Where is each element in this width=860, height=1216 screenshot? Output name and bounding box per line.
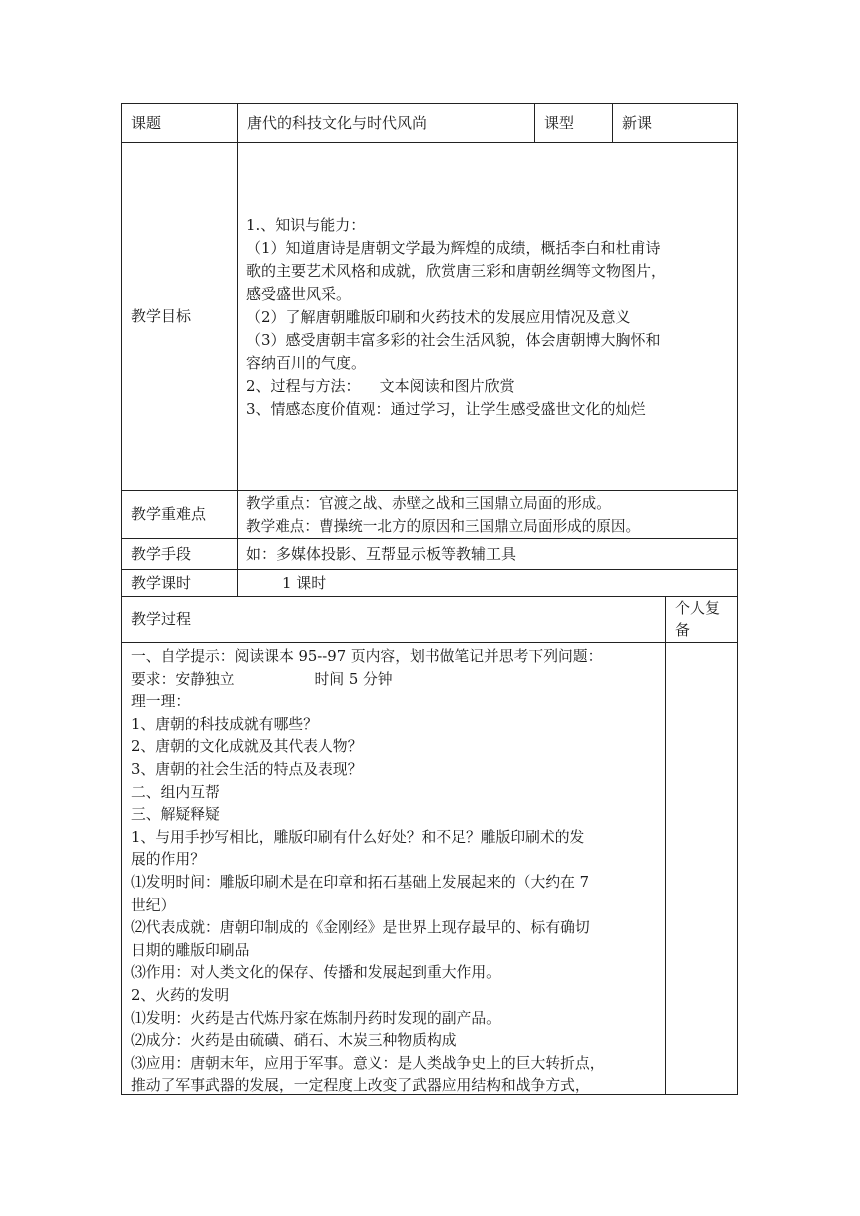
process-line: 1、唐朝的科技成就有哪些？ <box>131 715 318 733</box>
key-point-line: 教学难点：曹操统一北方的原因和三国鼎立局面形成的原因。 <box>246 518 641 535</box>
objectives-line: （2）了解唐朝雕版印刷和火药技术的发展应用情况及意义 <box>246 308 631 326</box>
type-label: 课型 <box>544 113 575 132</box>
objectives-line: 1.、知识与能力： <box>246 216 366 234</box>
objectives-line: 3、情感态度价值观：通过学习，让学生感受盛世文化的灿烂 <box>246 400 646 418</box>
process-line: ⑶作用：对人类文化的保存、传播和发展起到重大作用。 <box>131 964 501 982</box>
process-line: 一、自学提示：阅读课本 95--97 页内容，划书做笔记并思考下列问题： <box>131 648 603 665</box>
type-value: 新课 <box>622 113 653 132</box>
process-line: 要求：安静独立 时间 5 分钟 <box>131 670 393 688</box>
personal-review-label-line: 个人复 <box>675 599 721 617</box>
key-points-label: 教学重难点 <box>131 505 207 523</box>
process-line: 世纪） <box>131 896 176 914</box>
process-line: ⑵代表成就：唐朝印制成的《金刚经》是世界上现存最早的、标有确切 <box>131 919 590 937</box>
key-point-line: 教学重点：官渡之战、赤壁之战和三国鼎立局面的形成。 <box>246 495 611 512</box>
topic-value-cell <box>238 104 535 142</box>
objectives-line: 容纳百川的气度。 <box>246 354 367 372</box>
process-content-cell <box>122 643 666 1095</box>
personal-review-label-cell <box>666 597 737 642</box>
row-means <box>122 539 737 570</box>
topic-label-cell <box>122 104 238 142</box>
objectives-line: 感受盛世风采。 <box>246 285 352 303</box>
objectives-label: 教学目标 <box>131 307 192 325</box>
objectives-label-cell <box>122 143 238 490</box>
personal-review-content-cell <box>666 643 737 1095</box>
process-line: 三、解疑释疑 <box>131 806 220 824</box>
process-line: 展的作用？ <box>131 851 205 869</box>
hours-value-cell <box>238 570 737 596</box>
row-key-points <box>122 491 737 539</box>
objectives-line: （1）知道唐诗是唐朝文学最为辉煌的成绩，概括李白和杜甫诗 <box>246 239 661 257</box>
process-line: 2、唐朝的文化成就及其代表人物？ <box>131 738 363 756</box>
process-line: ⑵成分：火药是由硫磺、硝石、木炭三种物质构成 <box>131 1032 457 1050</box>
objectives-line: 2、过程与方法： 文本阅读和图片欣赏 <box>246 377 515 395</box>
process-line: ⑴发明时间：雕版印刷术是在印章和拓石基础上发展起来的（大约在 7 <box>131 873 590 891</box>
process-line: ⑶应用：唐朝末年，应用于军事。意义：是人类战争史上的巨大转折点， <box>131 1054 605 1072</box>
process-line: 二、组内互帮 <box>131 783 220 801</box>
means-value-cell <box>238 539 737 569</box>
lesson-plan-table <box>121 103 738 1095</box>
process-line: 日期的雕版印刷品 <box>131 941 250 959</box>
process-line: 3、唐朝的社会生活的特点及表现？ <box>131 760 363 778</box>
process-line: ⑴发明：火药是古代炼丹家在炼制丹药时发现的副产品。 <box>131 1009 501 1027</box>
process-line: 推动了军事武器的发展，一定程度上改变了武器应用结构和战争方式， <box>131 1077 590 1095</box>
row-topic <box>122 104 737 143</box>
row-process-header <box>122 597 737 643</box>
process-line: 2、火药的发明 <box>131 986 230 1004</box>
type-value-cell <box>613 104 737 142</box>
hours-label: 教学课时 <box>131 573 192 592</box>
hours-label-cell <box>122 570 238 596</box>
means-label-cell <box>122 539 238 569</box>
means-value: 如：多媒体投影、互帮显示板等教辅工具 <box>246 544 517 563</box>
process-line: 1、与用手抄写相比，雕版印刷有什么好处？和不足？雕版印刷术的发 <box>131 828 585 846</box>
personal-review-label-line: 备 <box>675 621 691 639</box>
process-label: 教学过程 <box>131 610 192 628</box>
row-process-body <box>122 643 737 1095</box>
objectives-content-cell <box>238 143 737 490</box>
key-points-label-cell <box>122 491 238 538</box>
process-line: 理一理： <box>131 693 191 711</box>
topic-value: 唐代的科技文化与时代风尚 <box>247 113 428 132</box>
objectives-line: 歌的主要艺术风格和成就，欣赏唐三彩和唐朝丝绸等文物图片， <box>246 262 667 280</box>
key-points-content-cell <box>238 491 737 538</box>
topic-label: 课题 <box>131 113 162 132</box>
row-objectives <box>122 143 737 491</box>
means-label: 教学手段 <box>131 544 192 563</box>
row-hours <box>122 570 737 597</box>
process-label-cell <box>122 597 666 642</box>
objectives-line: （3）感受唐朝丰富多彩的社会生活风貌，体会唐朝博大胸怀和 <box>246 331 661 349</box>
hours-value: 1 课时 <box>282 573 327 592</box>
type-label-cell <box>535 104 613 142</box>
